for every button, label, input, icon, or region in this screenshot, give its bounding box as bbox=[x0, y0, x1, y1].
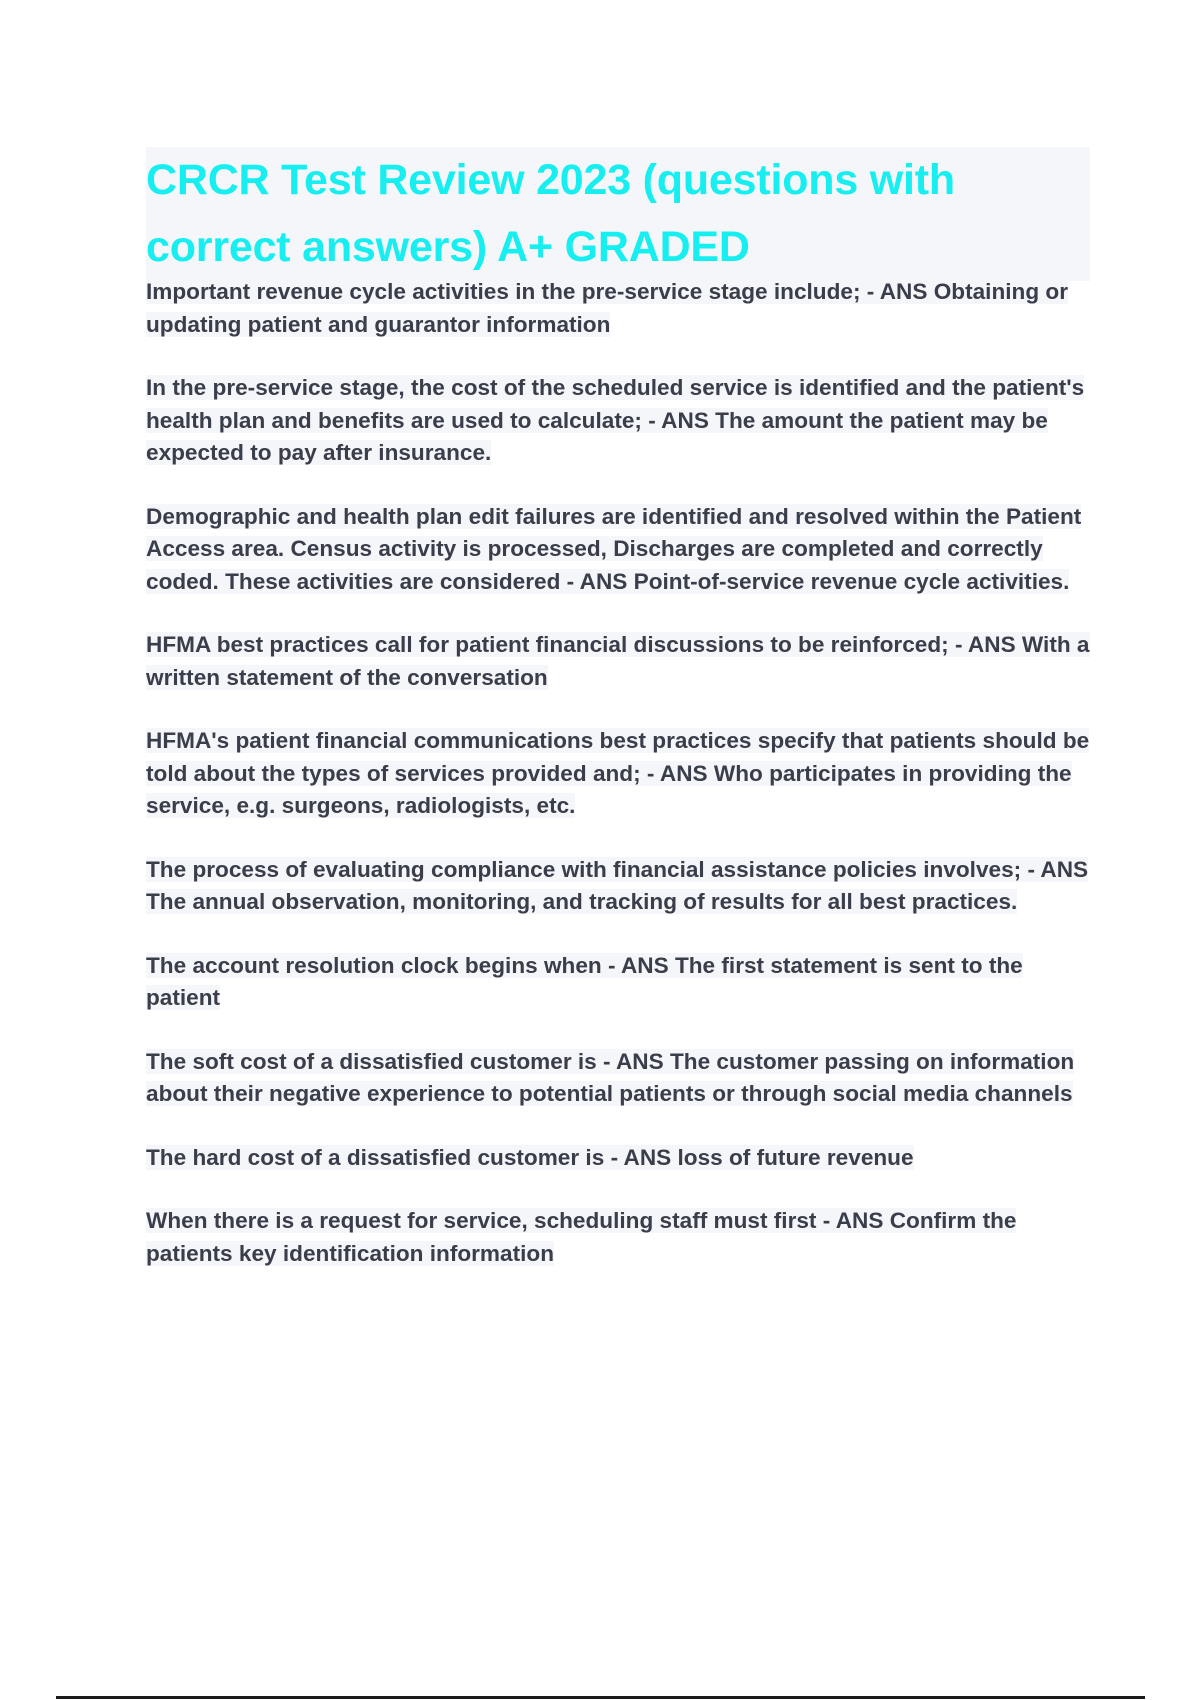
answer-marker: - ANS bbox=[646, 760, 708, 786]
answer-text: The customer passing on information about their negative experience to potential patients or through social media channels bbox=[146, 1048, 1075, 1106]
qa-item bbox=[146, 1205, 1096, 1270]
answer-text: With a written statement of the conversation bbox=[146, 632, 1090, 690]
question-text: The soft cost of a dissatisfied customer is bbox=[146, 1048, 597, 1074]
answer-marker: - ANS bbox=[610, 1144, 672, 1170]
qa-item bbox=[146, 372, 1096, 470]
qa-item bbox=[146, 854, 1096, 919]
answer-text: The first statement is sent to the patient bbox=[146, 952, 1023, 1010]
question-text: The account resolution clock begins when bbox=[146, 952, 602, 978]
question-text: HFMA best practices call for patient financial discussions to be reinforced; bbox=[146, 632, 949, 657]
answer-marker: - ANS bbox=[603, 1048, 664, 1074]
question-text: Important revenue cycle activities in the pre-service stage include; bbox=[146, 279, 861, 304]
title-block bbox=[146, 147, 1090, 281]
qa-item bbox=[146, 629, 1096, 694]
answer-text: loss of future revenue bbox=[677, 1144, 914, 1170]
answer-marker: - ANS bbox=[1027, 856, 1089, 882]
answer-text: Obtaining or updating patient and guarantor information bbox=[146, 279, 1069, 337]
answer-text: The amount the patient may be expected to pay after insurance. bbox=[146, 407, 1048, 465]
answer-text: Who participates in providing the service, e.g. surgeons, radiologists, etc. bbox=[146, 760, 1072, 818]
qa-item bbox=[146, 501, 1096, 599]
question-text: When there is a request for service, scheduling staff must first bbox=[146, 1208, 817, 1233]
answer-marker: - ANS bbox=[566, 568, 628, 594]
qa-item bbox=[146, 276, 1096, 341]
answer-marker: - ANS bbox=[648, 407, 709, 433]
answer-text: Confirm the patients key identification information bbox=[146, 1208, 1017, 1266]
document-title: CRCR Test Review 2023 (questions with correct answers) A+ GRADED bbox=[146, 156, 955, 271]
qa-list bbox=[146, 276, 1096, 1301]
question-text: Demographic and health plan edit failures are identified and resolved within the Patient Access area. Census activity is processed, Discharges are completed and correctly coded. These activities are considered bbox=[146, 503, 1082, 594]
footer-divider bbox=[56, 1696, 1145, 1699]
qa-item bbox=[146, 1046, 1096, 1111]
question-text: In the pre-service stage, the cost of the scheduled service is identified and the patient's health plan and benefits are used to calculate; bbox=[146, 375, 1085, 433]
answer-marker: - ANS bbox=[954, 632, 1016, 657]
answer-text: Point-of-service revenue cycle activities. bbox=[633, 568, 1070, 594]
qa-item bbox=[146, 1142, 1096, 1175]
question-text: The process of evaluating compliance with financial assistance policies involves; bbox=[146, 856, 1022, 882]
answer-text: The annual observation, monitoring, and tracking of results for all best practices. bbox=[146, 889, 1018, 914]
answer-marker: - ANS bbox=[822, 1208, 884, 1233]
qa-item bbox=[146, 725, 1096, 823]
question-text: HFMA's patient financial communications best practices specify that patients should be told about the types of services provided and; bbox=[146, 728, 1090, 786]
qa-item bbox=[146, 950, 1096, 1015]
question-text: The hard cost of a dissatisfied customer is bbox=[146, 1144, 605, 1170]
answer-marker: - ANS bbox=[608, 952, 669, 978]
answer-marker: - ANS bbox=[866, 279, 928, 304]
